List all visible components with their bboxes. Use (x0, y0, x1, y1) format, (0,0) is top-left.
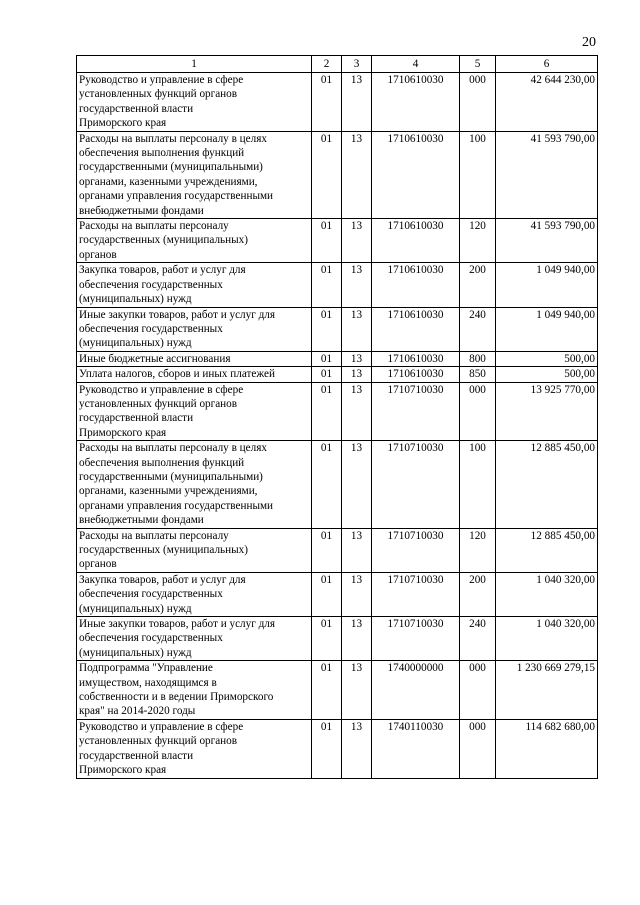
header-col-5: 5 (460, 56, 496, 73)
table-row (77, 617, 598, 661)
table-row (77, 219, 598, 263)
row-section-cell: 01 (312, 307, 342, 351)
row-name-cell (77, 382, 312, 441)
row-section-cell: 01 (312, 661, 342, 720)
row-target-article-cell: 1710610030 (372, 351, 460, 366)
row-target-article-cell: 1710710030 (372, 617, 460, 661)
budget-table (76, 55, 598, 779)
row-name-cell (77, 351, 312, 366)
row-target-article-cell: 1710610030 (372, 367, 460, 382)
row-name-cell (77, 73, 312, 132)
row-subsection-cell: 13 (342, 572, 372, 616)
row-section-cell: 01 (312, 263, 342, 307)
row-name-cell (77, 572, 312, 616)
row-expense-type-cell: 120 (460, 528, 496, 572)
row-subsection-cell: 13 (342, 528, 372, 572)
row-name-text: Иные бюджетные ассигнования (79, 352, 231, 365)
table-row (77, 367, 598, 382)
row-target-article-cell: 1710610030 (372, 73, 460, 132)
row-subsection-cell: 13 (342, 73, 372, 132)
row-subsection-cell: 13 (342, 131, 372, 218)
table-row (77, 73, 598, 132)
row-name-text: Руководство и управление в сфере установленных функций органов государственной власти Приморского края (79, 720, 244, 777)
row-name-text: Расходы на выплаты персоналу в целях обеспечения выполнения функций государственными (муниципальными) органами, казенными учреждениями, органами управления государственными внебюджетными фондами (79, 442, 274, 527)
table-row (77, 572, 598, 616)
row-expense-type-cell: 850 (460, 367, 496, 382)
row-name-text: Закупка товаров, работ и услуг для обеспечения государственных (муниципальных) нужд (79, 573, 246, 615)
row-target-article-cell: 1710610030 (372, 219, 460, 263)
row-expense-type-cell: 240 (460, 617, 496, 661)
row-name-text: Расходы на выплаты персоналу государственных (муниципальных) органов (79, 220, 248, 261)
row-amount-cell: 1 040 320,00 (496, 572, 598, 616)
table-row (77, 441, 598, 528)
row-section-cell: 01 (312, 367, 342, 382)
row-amount-cell: 13 925 770,00 (496, 382, 598, 441)
row-expense-type-cell: 200 (460, 263, 496, 307)
row-section-cell: 01 (312, 441, 342, 528)
row-name-text: Подпрограмма "Управление имуществом, находящимся в собственности и в ведении Приморского края" на 2014-2020 годы (79, 662, 274, 718)
row-amount-cell: 500,00 (496, 367, 598, 382)
row-expense-type-cell: 800 (460, 351, 496, 366)
row-amount-cell: 41 593 790,00 (496, 131, 598, 218)
table-body (77, 73, 598, 779)
row-name-cell (77, 719, 312, 778)
table-row (77, 351, 598, 366)
row-subsection-cell: 13 (342, 441, 372, 528)
row-amount-cell: 12 885 450,00 (496, 441, 598, 528)
row-target-article-cell: 1710610030 (372, 131, 460, 218)
row-amount-cell: 500,00 (496, 351, 598, 366)
row-expense-type-cell: 120 (460, 219, 496, 263)
row-name-cell (77, 441, 312, 528)
header-col-4: 4 (372, 56, 460, 73)
row-expense-type-cell: 240 (460, 307, 496, 351)
table-row (77, 719, 598, 778)
row-expense-type-cell: 100 (460, 441, 496, 528)
row-section-cell: 01 (312, 572, 342, 616)
header-col-2: 2 (312, 56, 342, 73)
row-section-cell: 01 (312, 617, 342, 661)
row-amount-cell: 1 049 940,00 (496, 263, 598, 307)
header-col-6: 6 (496, 56, 598, 73)
row-amount-cell: 1 230 669 279,15 (496, 661, 598, 720)
row-target-article-cell: 1710710030 (372, 528, 460, 572)
row-name-text: Руководство и управление в сфере установленных функций органов государственной власти Приморского края (79, 74, 244, 130)
row-name-cell (77, 131, 312, 218)
row-subsection-cell: 13 (342, 263, 372, 307)
row-name-text: Иные закупки товаров, работ и услуг для обеспечения государственных (муниципальных) нужд (79, 308, 276, 350)
row-subsection-cell: 13 (342, 719, 372, 778)
row-amount-cell: 1 040 320,00 (496, 617, 598, 661)
row-expense-type-cell: 000 (460, 719, 496, 778)
table-row (77, 382, 598, 441)
row-subsection-cell: 13 (342, 367, 372, 382)
row-section-cell: 01 (312, 219, 342, 263)
row-name-text: Закупка товаров, работ и услуг для обеспечения государственных (муниципальных) нужд (79, 264, 246, 306)
row-amount-cell: 42 644 230,00 (496, 73, 598, 132)
row-amount-cell: 41 593 790,00 (496, 219, 598, 263)
row-expense-type-cell: 000 (460, 661, 496, 720)
row-section-cell: 01 (312, 73, 342, 132)
table-row (77, 528, 598, 572)
row-expense-type-cell: 000 (460, 73, 496, 132)
row-expense-type-cell: 200 (460, 572, 496, 616)
row-target-article-cell: 1710710030 (372, 441, 460, 528)
row-subsection-cell: 13 (342, 351, 372, 366)
row-target-article-cell: 1740110030 (372, 719, 460, 778)
page-number: 20 (582, 35, 596, 50)
row-target-article-cell: 1710710030 (372, 572, 460, 616)
row-expense-type-cell: 100 (460, 131, 496, 218)
row-name-cell (77, 617, 312, 661)
row-target-article-cell: 1740000000 (372, 661, 460, 720)
row-target-article-cell: 1710610030 (372, 263, 460, 307)
header-col-3: 3 (342, 56, 372, 73)
table-row (77, 661, 598, 720)
row-name-cell (77, 263, 312, 307)
row-name-cell (77, 219, 312, 263)
row-name-text: Расходы на выплаты персоналу в целях обеспечения выполнения функций государственными (муниципальными) органами, казенными учреждениями, органами управления государственными внебюджетными фондами (79, 132, 274, 217)
row-subsection-cell: 13 (342, 219, 372, 263)
table-row (77, 263, 598, 307)
row-amount-cell: 114 682 680,00 (496, 719, 598, 778)
row-section-cell: 01 (312, 528, 342, 572)
row-name-text: Уплата налогов, сборов и иных платежей (79, 368, 275, 381)
row-name-cell (77, 528, 312, 572)
row-name-cell (77, 367, 312, 382)
row-name-text: Руководство и управление в сфере установленных функций органов государственной власти Приморского края (79, 383, 244, 439)
row-amount-cell: 1 049 940,00 (496, 307, 598, 351)
row-section-cell: 01 (312, 351, 342, 366)
row-name-cell (77, 307, 312, 351)
row-amount-cell: 12 885 450,00 (496, 528, 598, 572)
row-subsection-cell: 13 (342, 307, 372, 351)
row-subsection-cell: 13 (342, 617, 372, 661)
row-name-text: Расходы на выплаты персоналу государственных (муниципальных) органов (79, 529, 248, 571)
row-subsection-cell: 13 (342, 382, 372, 441)
row-subsection-cell: 13 (342, 661, 372, 720)
row-name-cell (77, 661, 312, 720)
row-section-cell: 01 (312, 719, 342, 778)
row-section-cell: 01 (312, 382, 342, 441)
row-expense-type-cell: 000 (460, 382, 496, 441)
table-row (77, 131, 598, 218)
row-section-cell: 01 (312, 131, 342, 218)
header-col-1: 1 (77, 56, 312, 73)
table-header-row (77, 56, 598, 73)
row-name-text: Иные закупки товаров, работ и услуг для обеспечения государственных (муниципальных) нужд (79, 618, 276, 659)
row-target-article-cell: 1710710030 (372, 382, 460, 441)
table-row (77, 307, 598, 351)
row-target-article-cell: 1710610030 (372, 307, 460, 351)
